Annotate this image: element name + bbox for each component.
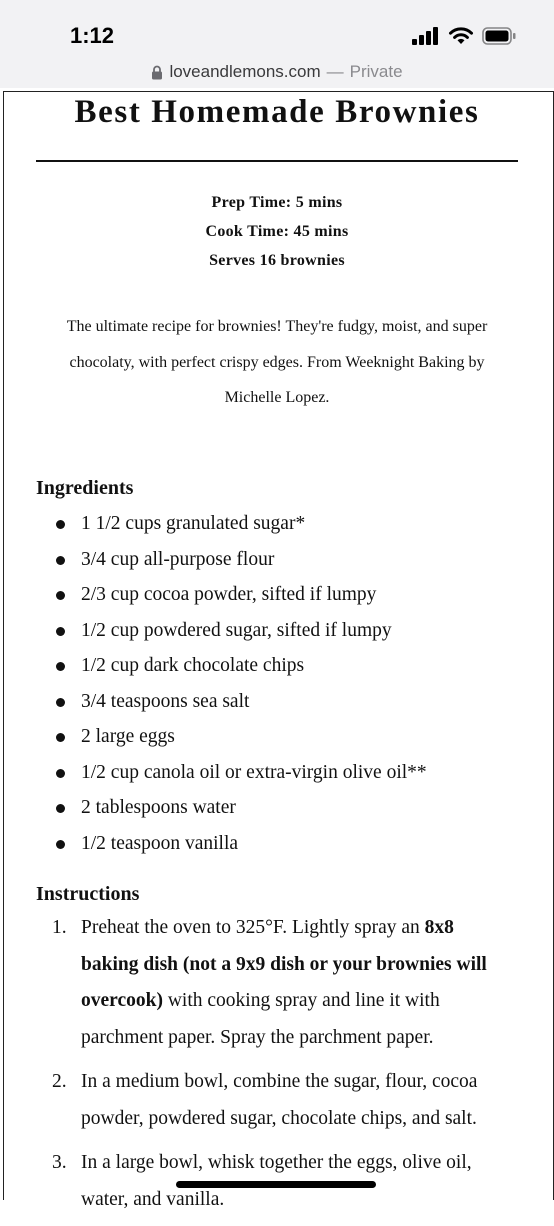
step-text: In a large bowl, whisk together the eggs, olive oil, water, and vanilla. xyxy=(81,1152,472,1210)
servings: Serves 16 brownies xyxy=(209,252,345,269)
ingredient-item: 3/4 teaspoons sea salt xyxy=(0,684,427,720)
lock-icon xyxy=(151,65,163,80)
url-domain: loveandlemons.com xyxy=(169,62,321,81)
ingredient-item: 1/2 cup canola oil or extra-virgin olive oil** xyxy=(0,755,427,791)
ingredient-item: 1/2 cup dark chocolate chips xyxy=(0,648,427,684)
title-divider xyxy=(36,160,518,162)
ingredient-item: 1 1/2 cups granulated sugar* xyxy=(0,506,427,542)
home-indicator[interactable] xyxy=(176,1181,376,1188)
private-mode-label: Private xyxy=(349,62,403,81)
ingredients-heading: Ingredients xyxy=(36,477,134,499)
instructions-heading: Instructions xyxy=(36,883,140,905)
ingredients-list xyxy=(0,506,427,861)
ingredient-item: 1/2 teaspoon vanilla xyxy=(0,826,427,862)
step-text: In a medium bowl, combine the sugar, flour, cocoa powder, powdered sugar, chocolate chips, and salt. xyxy=(81,1071,478,1129)
recipe-description: The ultimate recipe for brownies! They're fudgy, moist, and super chocolaty, with perfect crispy edges. From Weeknight Baking by Michelle Lopez. xyxy=(66,318,488,406)
address-bar[interactable] xyxy=(0,56,554,88)
status-icons xyxy=(412,26,516,45)
instruction-step xyxy=(0,1064,554,1137)
ingredient-item: 3/4 cup all-purpose flour xyxy=(0,542,427,578)
status-time: 1:12 xyxy=(70,23,115,48)
recipe-title: Best Homemade Brownies xyxy=(74,94,480,130)
recipe-meta xyxy=(0,188,554,275)
step-text-bold: 8x8 baking dish (not a 9x9 dish or your brownies will overcook) xyxy=(81,917,487,1011)
step-text: with cooking spray and line it with parchment paper. Spray the parchment paper. xyxy=(81,990,440,1048)
status-bar xyxy=(0,0,554,56)
battery-icon xyxy=(482,27,516,45)
page-frame-top-border xyxy=(3,91,554,92)
step-number: 3. xyxy=(52,1152,67,1173)
step-text: Preheat the oven to 325°F. Lightly spray an xyxy=(81,917,425,938)
step-number: 2. xyxy=(52,1071,67,1092)
cook-time: Cook Time: 45 mins xyxy=(205,223,349,240)
ingredient-item: 2/3 cup cocoa powder, sifted if lumpy xyxy=(0,577,427,613)
wifi-icon xyxy=(448,26,474,45)
instruction-step xyxy=(0,910,554,1056)
ingredient-item: 2 tablespoons water xyxy=(0,790,427,826)
cellular-signal-icon xyxy=(412,27,440,45)
ingredient-item: 1/2 cup powdered sugar, sifted if lumpy xyxy=(0,613,427,649)
step-number: 1. xyxy=(52,917,67,938)
url-separator: — xyxy=(326,62,344,81)
prep-time: Prep Time: 5 mins xyxy=(211,194,343,211)
instructions-list xyxy=(0,910,554,1226)
ingredient-item: 2 large eggs xyxy=(0,719,427,755)
